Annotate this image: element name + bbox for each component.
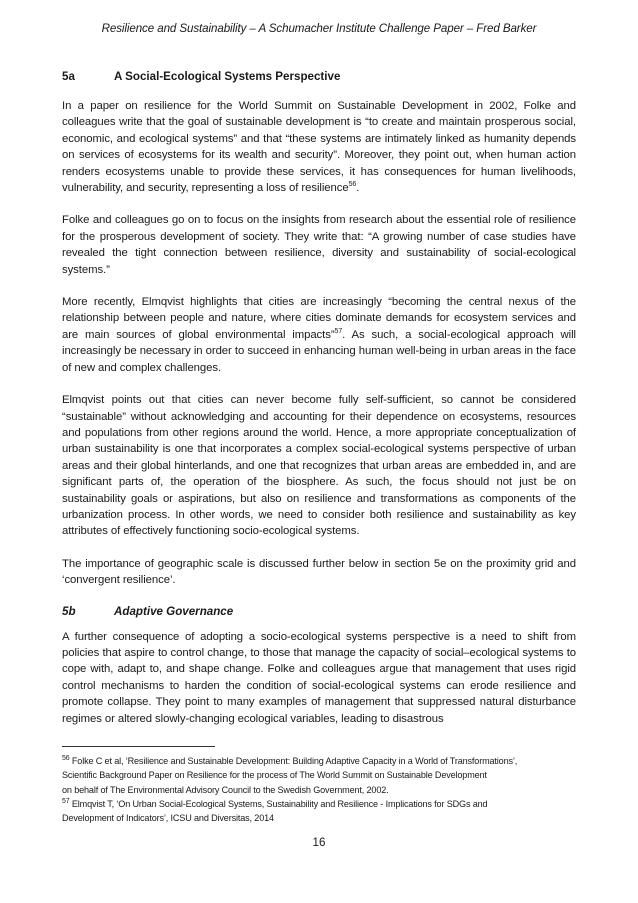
footnote-divider <box>62 746 215 747</box>
page-number: 16 <box>312 836 326 849</box>
section-5a-number: 5a <box>62 70 75 83</box>
footnote-56-line-3: on behalf of The Environmental Advisory Council to the Swedish Government, 2002. <box>62 784 389 795</box>
footnote-ref-56: 56 <box>348 181 357 189</box>
paragraph-5a-1: In a paper on resilience for the World Summit on Sustainable Development in 2002, Folke and colleagues write that the goal of sustainable development is “to create and maintain prosperous social, economic, and ecological systems” and that “these systems are intimately linked as humanity depends on services of ecosystems for its wealth and security”. Moreover, they point out, when human action renders ecosystems unable to provide these services, it has consequences for human livelihoods, vulnerability, and security, representing a loss of resilience$^{56}$. <box>62 100 576 195</box>
paragraph-5a-2: Folke and colleagues go on to focus on the insights from research about the essential role of resilience for the prosperous development of society. They write that: “A growing number of case studies have revealed the tight connection between resilience, diversity and sustainability of social-ecological systems.” <box>62 214 576 276</box>
section-5b-title: Adaptive Governance <box>114 604 234 618</box>
footnote-56: $^{56}$ Folke C et al, ‘Resilience and Sustainable Development: Building Adaptive Capacity in a World of Transformations’, <box>62 754 518 766</box>
section-5a-title: A Social-Ecological Systems Perspective <box>114 70 341 83</box>
section-5a-heading <box>62 70 576 83</box>
page-body <box>62 70 576 743</box>
section-5b-number: 5b <box>62 604 76 618</box>
section-5b-heading <box>62 605 576 618</box>
paragraph-5a-4: Elmqvist points out that cities can never become fully self-sufficient, so cannot be considered “sustainable” without acknowledging and accounting for their dependence on ecosystems, resources and populations from other regions around the world. Hence, a more appropriate conceptualization of urban sustainability is one that incorporates a complex social-ecological systems perspective of urban areas and their global hinterlands, and one that recognizes that urban areas are embedded in, and are significant parts of, the operation of the biosphere. As such, the focus should not just be on sustainability goals or aspirations, but also on resilience and transformations as components of the urbanization process. In other words, we need to consider both resilience and sustainability as key attributes of effectively functioning socio-ecological systems. <box>62 394 576 538</box>
footnote-57-line-2: Development of Indicators’, ICSU and Diversitas, 2014 <box>62 813 274 824</box>
footnote-56-line-2: Scientific Background Paper on Resilience for the process of The World Summit on Sustainable Development <box>62 770 487 781</box>
footnote-ref-57: 57 <box>334 328 343 336</box>
paragraph-5b-1: A further consequence of adopting a socio-ecological systems perspective is a need to shift from policies that aspire to control change, to those that manage the capacity of social–ecological systems to cope with, adapt to, and shape change. Folke and colleagues argue that management that uses rigid control mechanisms to harden the condition of social-ecological systems can erode resilience and promote collapse. They point to many examples of management that suppressed natural disturbance regimes or altered slowly-changing ecological variables, leading to disastrous <box>62 630 576 725</box>
paragraph-5a-5: The importance of geographic scale is discussed further below in section 5e on the proximity grid and ‘convergent resilience’. <box>62 557 576 587</box>
footnote-57: $^{57}$ Elmqvist T, ‘On Urban Social-Ecological Systems, Sustainability and Resilience - Implications for SDGs and <box>62 797 488 809</box>
paragraph-5a-3: More recently, Elmqvist highlights that cities are increasingly “becoming the central nexus of the relationship between people and nature, where cities dominate demands for ecosystem services and are main sources of global environmental impacts”$^{57}$. As such, a social-ecological approach will increasingly be necessary in order to succeed in enhancing human well-being in urban areas in the face of new and complex challenges. <box>62 296 576 374</box>
footnotes <box>62 754 582 825</box>
running-header: Resilience and Sustainability – A Schumacher Institute Challenge Paper – Fred Barker <box>101 22 537 35</box>
